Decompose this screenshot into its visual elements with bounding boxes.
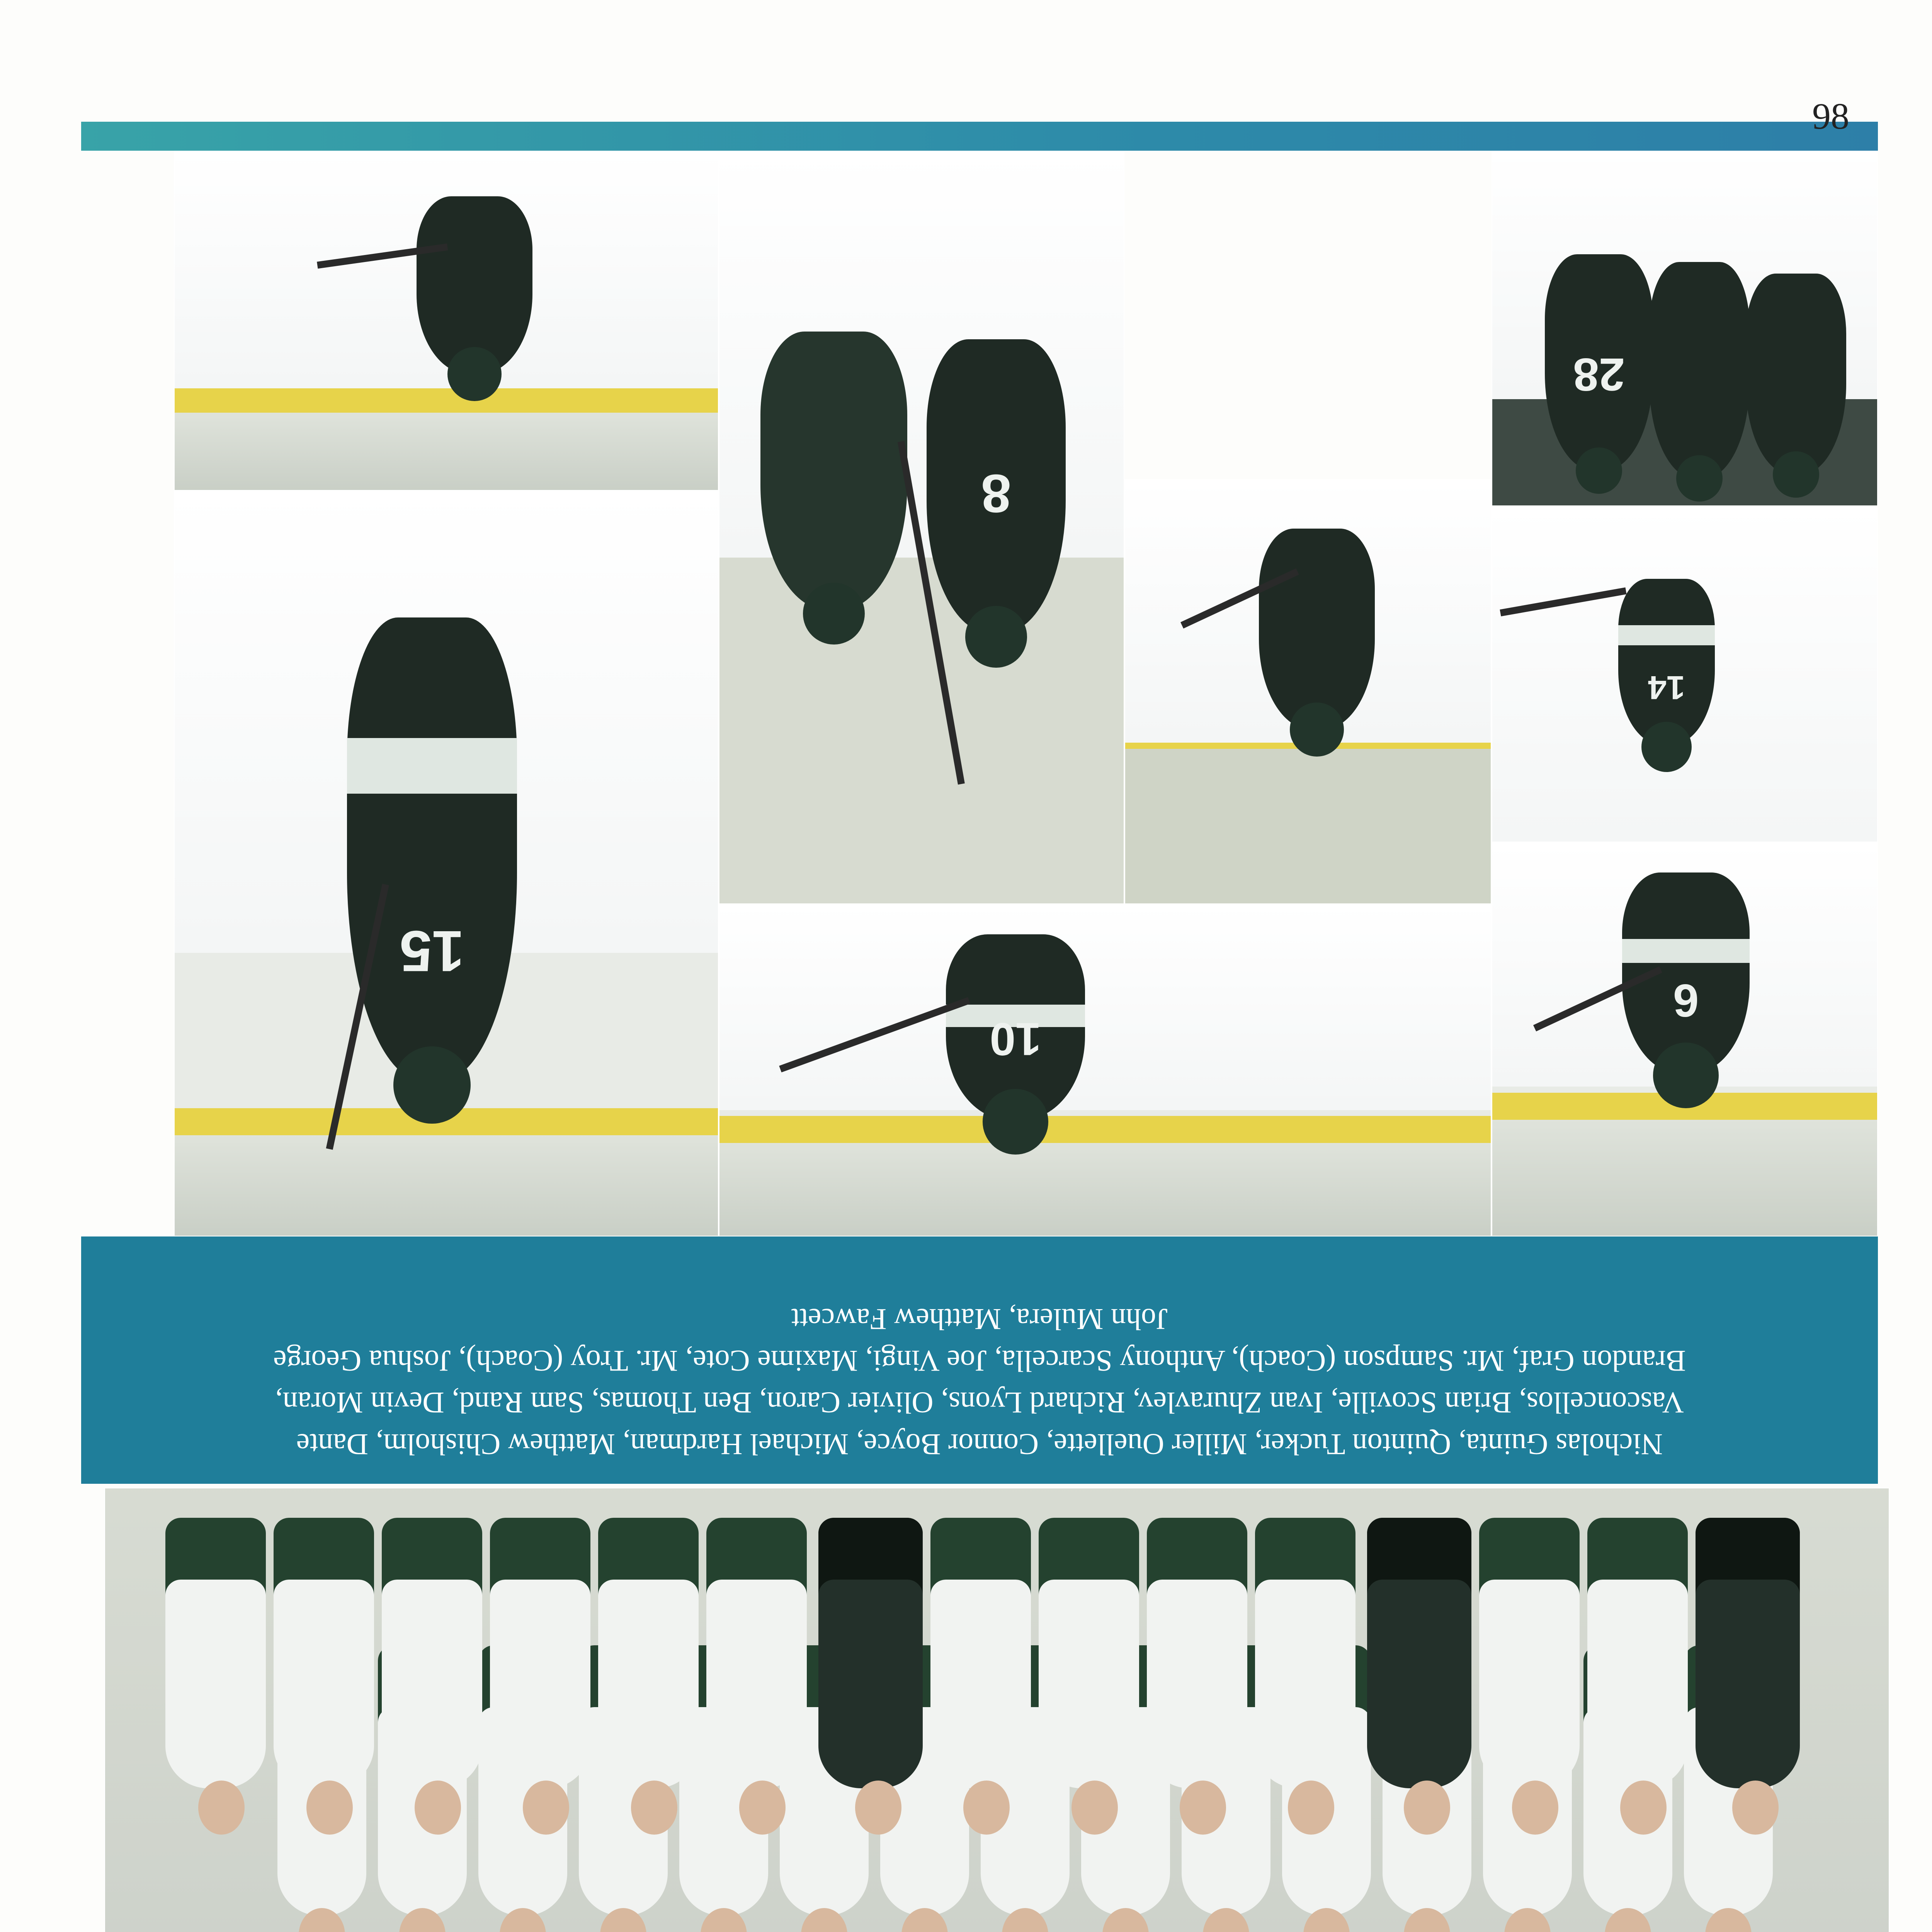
team-member (165, 1518, 266, 1788)
roster-line: John Mulera, Matthew Fawcett (791, 1303, 1168, 1336)
jersey-number: 8 (981, 463, 1011, 524)
jersey-number: 10 (990, 1013, 1041, 1065)
team-member (930, 1518, 1031, 1788)
roster-line: Brandon Graf, Mr. Sampson (Coach), Anthony Scarcella, Joe Vingi, Maxime Cote, Mr. Troy (Coach), Joshua George (273, 1344, 1686, 1378)
team-photo (104, 1488, 1889, 1932)
action-photo (1492, 151, 1878, 506)
roster-caption (81, 1236, 1878, 1484)
accent-bar-bottom (81, 122, 1878, 151)
action-photo (1492, 842, 1878, 1236)
team-member (1147, 1518, 1247, 1788)
roster-line: Nicholas Guinta, Quinton Tucker, Miller Ouellette, Connor Boyce, Michael Hardman, Matthew Chisholm, Dante (296, 1428, 1663, 1461)
action-photo (1492, 506, 1878, 842)
team-member (382, 1518, 482, 1788)
action-photo (719, 904, 1492, 1236)
team-member (598, 1518, 699, 1788)
coach (1696, 1518, 1800, 1788)
team-member (1039, 1518, 1139, 1788)
action-photo (1124, 479, 1492, 904)
jersey-number: 14 (1648, 669, 1685, 706)
team-member (1255, 1518, 1355, 1788)
team-member (706, 1518, 807, 1788)
coach (1367, 1518, 1471, 1788)
page-number: 98 (1812, 95, 1849, 137)
team-member (1587, 1518, 1688, 1788)
jersey-number: 6 (1673, 975, 1699, 1026)
team-member (490, 1518, 590, 1788)
jersey-number: 15 (400, 919, 464, 984)
jersey-number: 28 (1573, 349, 1625, 400)
action-photo (174, 151, 719, 491)
team-member (1479, 1518, 1580, 1788)
action-photo (174, 491, 719, 1236)
coach (818, 1518, 923, 1788)
action-photo (719, 151, 1124, 904)
roster-line: Vasconcellos, Brian Scoville, Ivan Zhuravlev, Richard Lyons, Olivier Caron, Ben Thomas, Sam Rand, Devin Moran, (275, 1386, 1684, 1420)
team-member (274, 1518, 374, 1788)
